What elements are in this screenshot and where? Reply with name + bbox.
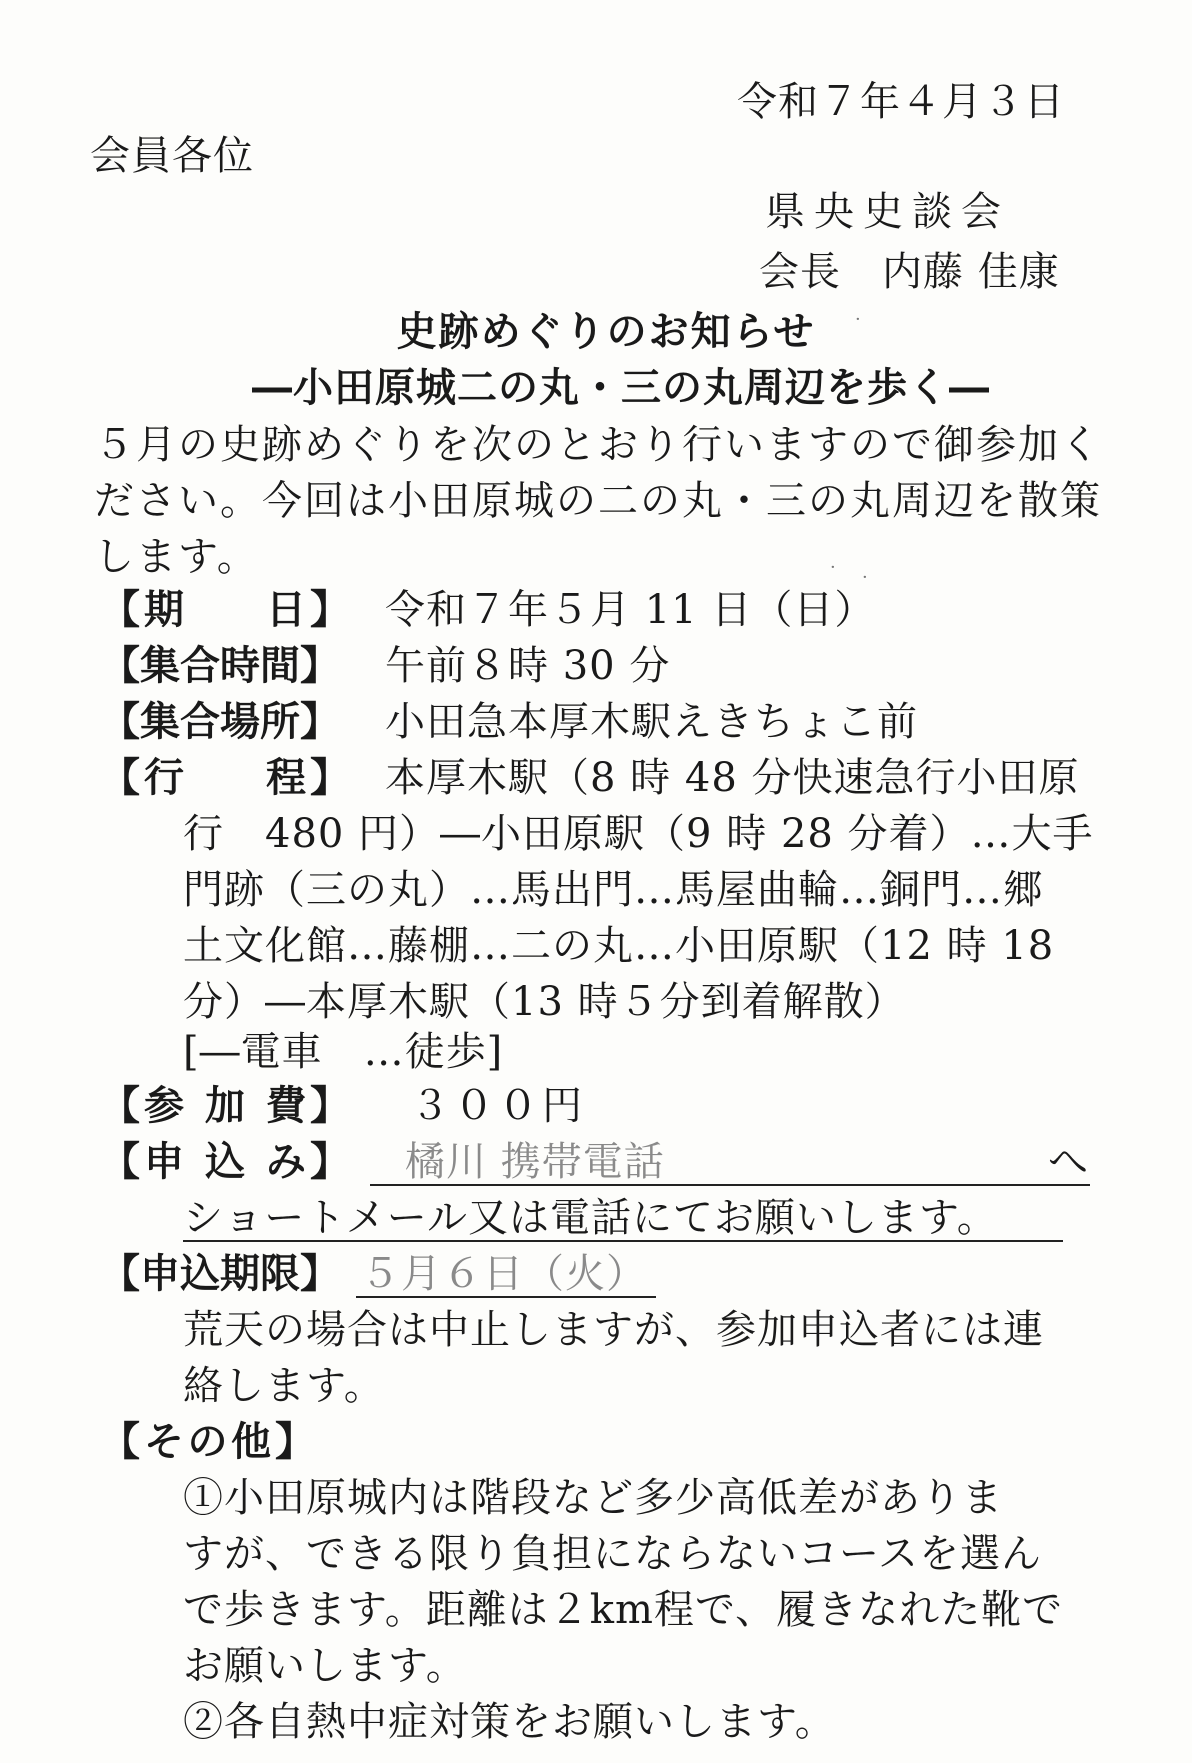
itinerary-line: 門跡（三の丸）…馬出門…馬屋曲輪…銅門…郷 [183, 867, 1044, 913]
value-meeting-time: 午前８時 30 分 [385, 643, 671, 689]
label-other: 【 そ の 他 】 [100, 1414, 315, 1470]
label-char: 他 [231, 1419, 271, 1465]
scan-speck: · [862, 567, 868, 588]
organization-name: 県央史談会 [765, 189, 1010, 235]
label-char: 申 [144, 1139, 184, 1185]
label-char: 程 [266, 755, 306, 801]
notice-date: 令和７年４月３日 [737, 79, 1065, 125]
value-meeting-place: 小田急本厚木駅えきちょこ前 [385, 699, 918, 745]
label-date: 【 期 日 】 [100, 582, 350, 638]
other-line: で歩きます。距離は２km程で、履きなれた靴で [183, 1587, 1064, 1633]
itinerary-legend: [―電車 …徒歩] [183, 1029, 504, 1075]
president-name: 会長 内藤 佳康 [759, 249, 1060, 295]
label-char: 行 [144, 755, 184, 801]
application-underline [370, 1184, 1090, 1186]
itinerary-line: 分）―本厚木駅（13 時５分到着解散） [183, 979, 906, 1025]
value-application-contact: 橘川 携帯電話 [405, 1139, 665, 1185]
label-itinerary: 【 行 程 】 [100, 750, 350, 806]
deadline-note-line: 荒天の場合は中止しますが、参加申込者には連 [183, 1307, 1044, 1353]
label-meeting-time: 【集合時間】 [100, 643, 340, 689]
scan-speck: · [830, 557, 836, 578]
other-line: お願いします。 [183, 1643, 467, 1689]
itinerary-line: 土文化館…藤棚…二の丸…小田原駅（12 時 18 [183, 923, 1055, 969]
notice-subtitle: ―小田原城二の丸・三の丸周辺を歩く― [252, 365, 990, 411]
notice-title: 史跡めぐりのお知らせ [396, 309, 816, 355]
label-char: そ [144, 1419, 184, 1465]
value-date: 令和７年５月 11 日（日） [385, 587, 876, 633]
label-char: 費 [266, 1083, 306, 1129]
value-application-method: ショートメール又は電話にてお願いします。 [183, 1195, 998, 1241]
label-meeting-place: 【集合場所】 [100, 699, 340, 745]
label-char: の [187, 1419, 228, 1465]
scan-speck: · [855, 309, 861, 330]
value-deadline: ５月６日（火） [360, 1251, 647, 1297]
label-char: み [266, 1139, 306, 1185]
label-char: 期 [144, 587, 184, 633]
other-line: ②各自熱中症対策をお願いします。 [183, 1699, 836, 1745]
itinerary-line: 行 480 円）―小田原駅（9 時 28 分着）…大手 [183, 811, 1094, 857]
label-deadline: 【申込期限】 [100, 1251, 340, 1297]
other-line: ①小田原城内は階段など多少高低差がありま [183, 1475, 1003, 1521]
other-line: すが、できる限り負担にならないコースを選ん [183, 1531, 1042, 1577]
intro-paragraph: ５月の史跡めぐりを次のとおり行いますので御参加ください。今回は小田原城の二の丸・三の丸周辺を散策します。 [94, 422, 1102, 580]
label-char: 加 [205, 1083, 245, 1129]
addressee: 会員各位 [90, 133, 254, 179]
method-underline [183, 1240, 1063, 1242]
value-application-suffix: へ [1048, 1139, 1088, 1185]
label-char: 込 [205, 1139, 245, 1185]
label-application: 【 申 込 み 】 [100, 1134, 350, 1190]
label-fee: 【 参 加 費 】 [100, 1078, 350, 1134]
value-fee: ３００円 [410, 1083, 586, 1129]
label-char: 日 [266, 587, 306, 633]
deadline-underline [356, 1296, 656, 1298]
label-char: 参 [144, 1083, 184, 1129]
itinerary-line: 本厚木駅（8 時 48 分快速急行小田原 [385, 755, 1080, 801]
deadline-note-line: 絡します。 [183, 1363, 385, 1409]
